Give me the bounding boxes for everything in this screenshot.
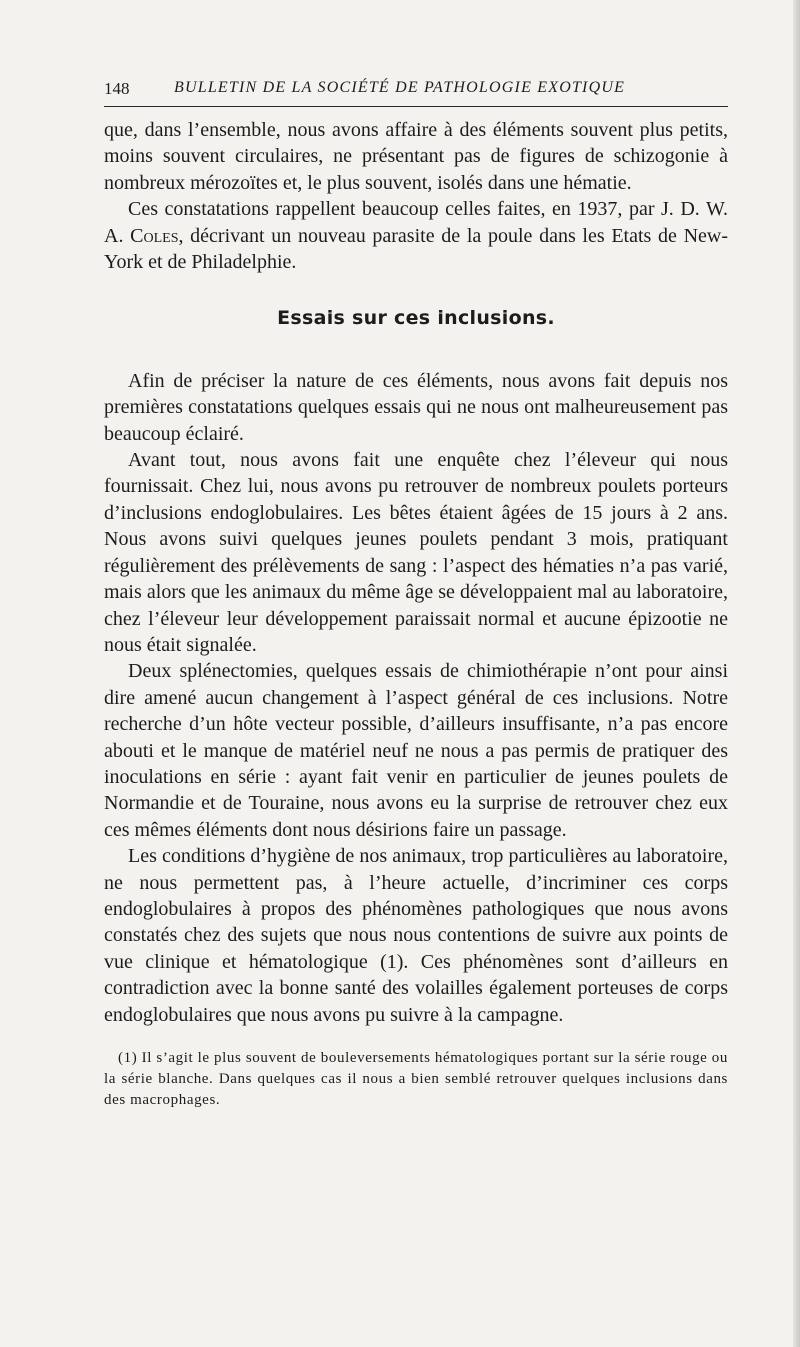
paragraph-5: Deux splénectomies, quelques essais de chimiothérapie n’ont pour ainsi dire amené aucun changement à l’aspect général de ces inclusions. Notre recherche d’un hôte vecteur possible, d’ailleurs insuffisante, n’a pas encore abouti et le manque de matériel neuf ne nous a pas permis de pratiquer des inoculations en série : ayant fait venir en particulier de jeunes poulets de Normandie et de Touraine, nous avons eu la surprise de retrouver chez eux ces mêmes éléments dont nous désirions faire un passage. — [104, 660, 728, 841]
paragraph-3: Afin de préciser la nature de ces éléments, nous avons fait depuis nos premières constatations quelques essais qui ne nous ont malheureusement pas beaucoup éclairé. — [104, 369, 728, 445]
footnote — [104, 1048, 728, 1111]
author-name: Coles — [130, 224, 179, 247]
paragraph-2-start: Ces constatations rappellent beaucoup celles faites, en 1937, par J. D. W. A. — [104, 198, 728, 247]
article-body — [104, 117, 728, 1111]
page-number: 148 — [104, 79, 130, 98]
footnote-text: (1) Il s’agit le plus souvent de bouleversements hématologiques portant sur la série rouge ou la série blanche. Dans quelques cas il nous a bien semblé retrouver quelques inclusions dans des macrophages. — [104, 1050, 728, 1108]
section-heading: Essais sur ces inclusions. — [277, 307, 555, 330]
paragraph-6: Les conditions d’hygiène de nos animaux, trop particulières au laboratoire, ne nous permettent pas, à l’heure actuelle, d’incriminer ces corps endoglobulaires à propos des phénomènes pathologiques que nous avons constatés chez des sujets que nous nous contentions de suivre aux points de vue clinique et hématologique (1). Ces phénomènes sont d’ailleurs en contradiction avec la bonne santé des volailles également porteuses de corps endoglobulaires que nous avons pu suivre à la campagne. — [104, 845, 728, 1026]
paragraph-2 — [104, 196, 728, 275]
paragraph-4: Avant tout, nous avons fait une enquête chez l’éleveur qui nous fournissait. Chez lui, nous avons pu retrouver de nombreux poulets porteurs d’inclusions endoglobulaires. Les bêtes étaient âgées de 15 jours à 2 ans. Nous avons suivi quelques jeunes poulets pendant 3 mois, pratiquant régulièrement des prélèvements de sang : l’aspect des hématies n’a pas varié, mais alors que les animaux du même âge se développaient mal au laboratoire, chez l’éleveur leur développement paraissait normal et aucune épizootie ne nous était signalée. — [104, 449, 728, 656]
journal-title: BULLETIN DE LA SOCIÉTÉ DE PATHOLOGIE EXOTIQUE — [174, 79, 626, 96]
paragraph-2-end: , décrivant un nouveau parasite de la poule dans les Etats de New-York et de Philadelphie. — [104, 224, 728, 274]
paragraph-1: que, dans l’ensemble, nous avons affaire à des éléments souvent plus petits, moins souvent circulaires, ne présentant pas de figures de schizogonie à nombreux mérozoïtes et, le plus souvent, isolés dans une hématie. — [104, 119, 728, 194]
page-edge — [793, 0, 800, 1347]
running-header — [104, 76, 728, 107]
